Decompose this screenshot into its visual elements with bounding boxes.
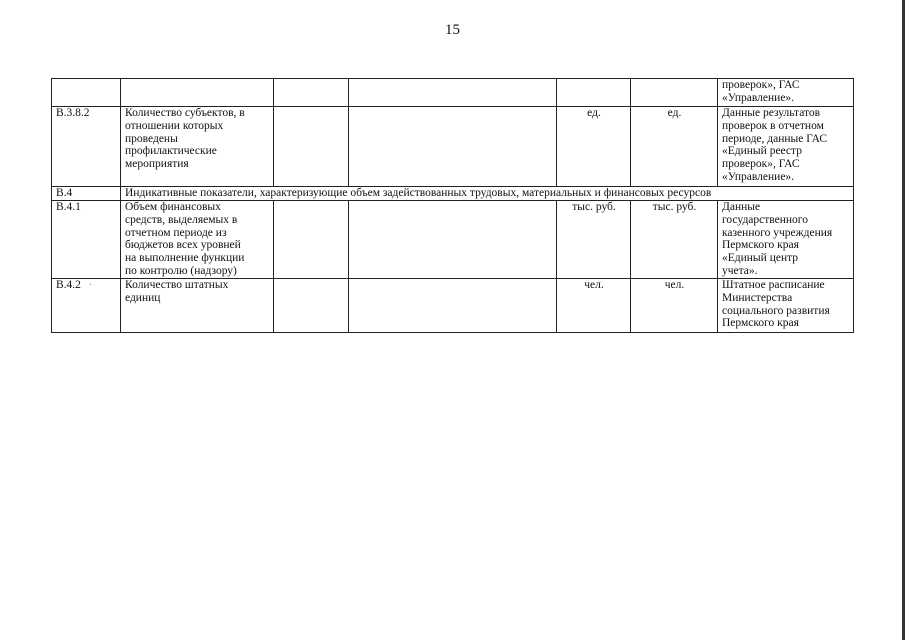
cell-unit: чел. [557, 279, 631, 333]
cell-unit: ед. [557, 107, 631, 187]
cell-empty [349, 279, 557, 333]
cell-code [52, 79, 121, 107]
cell-unit [631, 79, 718, 107]
cell-source: Данные государственного казенного учреждения Пермского края «Единый центр учета». [718, 201, 854, 279]
cell-unit: чел. [631, 279, 718, 333]
table-row [52, 279, 854, 333]
scan-speck: · [88, 280, 93, 291]
cell-empty [349, 201, 557, 279]
cell-unit: тыс. руб. [557, 201, 631, 279]
cell-empty [274, 79, 349, 107]
table-row [52, 201, 854, 279]
cell-code [52, 279, 121, 333]
indicator-table [51, 78, 854, 333]
cell-code-text: В.4.2 [56, 279, 81, 291]
cell-source: Штатное расписание Министерства социального развития Пермского края [718, 279, 854, 333]
cell-section-title: Индикативные показатели, характеризующие объем задействованных трудовых, материальных и финансовых ресурсов [121, 187, 854, 201]
cell-empty [349, 107, 557, 187]
cell-source: проверок», ГАС «Управление». [718, 79, 854, 107]
cell-empty [274, 201, 349, 279]
cell-name [121, 79, 274, 107]
cell-name: Количество штатных единиц [121, 279, 274, 333]
page-number: 15 [445, 22, 460, 38]
cell-code: В.4.1 [52, 201, 121, 279]
cell-code: В.4 [52, 187, 121, 201]
table-row [52, 107, 854, 187]
cell-name: Количество субъектов, в отношении которых проведены профилактические мероприятия [121, 107, 274, 187]
cell-unit [557, 79, 631, 107]
cell-empty [349, 79, 557, 107]
cell-empty [274, 279, 349, 333]
cell-source: Данные результатов проверок в отчетном периоде, данные ГАС «Единый реестр проверок», ГАС «Управление». [718, 107, 854, 187]
table-row-section [52, 187, 854, 201]
cell-empty [274, 107, 349, 187]
table-row [52, 79, 854, 107]
cell-code: В.3.8.2 [52, 107, 121, 187]
cell-unit: ед. [631, 107, 718, 187]
cell-unit: тыс. руб. [631, 201, 718, 279]
cell-name: Объем финансовых средств, выделяемых в отчетном периоде из бюджетов всех уровней на выполнение функции по контролю (надзору) [121, 201, 274, 279]
